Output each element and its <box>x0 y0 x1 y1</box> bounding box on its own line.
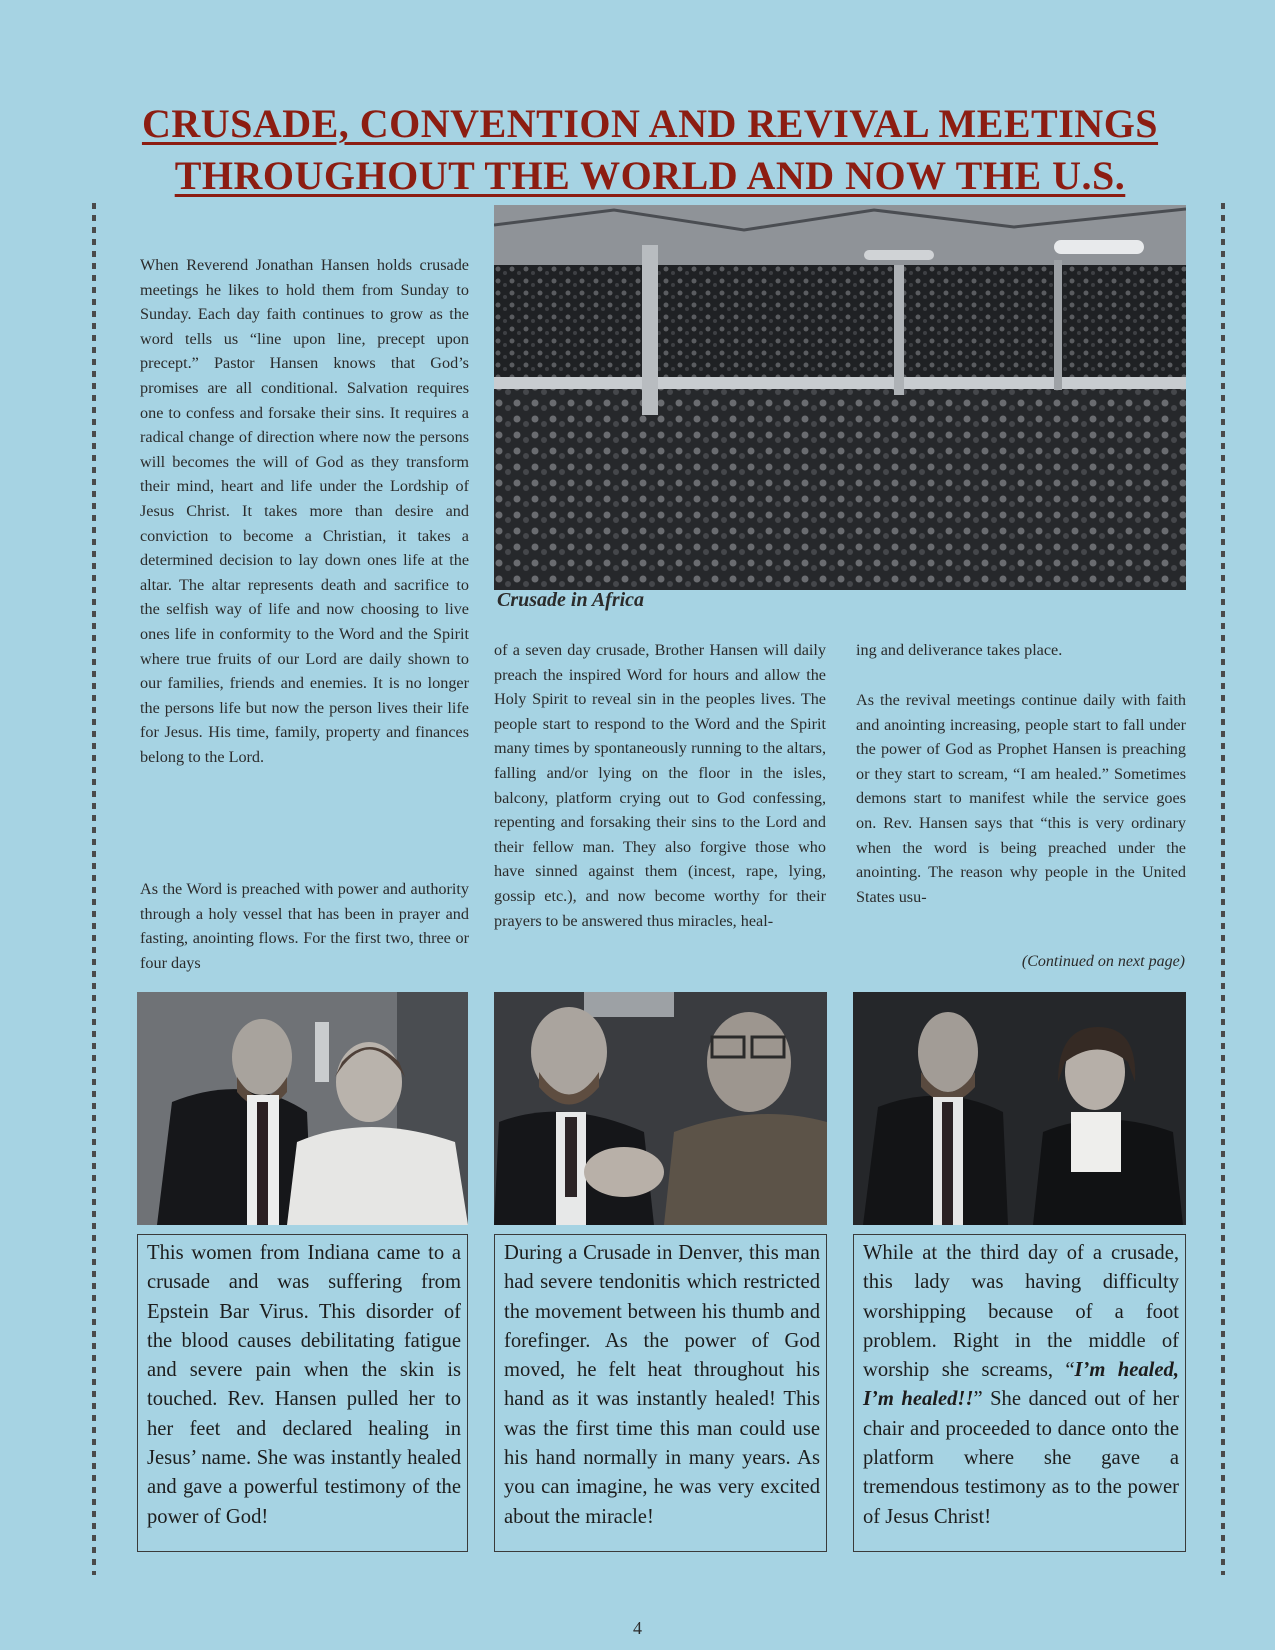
crusade-africa-photo <box>494 205 1186 590</box>
testimony-text-3-emphasis: I’m healed, I’m healed!! <box>863 1359 1179 1411</box>
page-title <box>110 98 1190 202</box>
testimony-text-2: During a Crusade in Denver, this man had severe tendonitis which restricted the movement between his thumb and forefinger. As the power of God moved, he felt heat throughout his hand as it was instantly healed! This was the first time this man could use his hand normally in many years. As you can imagine, he was very excited about the miracle! <box>504 1242 820 1528</box>
main-photo-caption: Crusade in Africa <box>497 589 645 611</box>
testimony-text-3a: While at the third day of a crusade, this lady was having difficulty worshipping because of a foot problem. Right in the middle of worship she screams, “ <box>863 1242 1179 1382</box>
continued-note: (Continued on next page) <box>1021 953 1185 970</box>
testimony-box-3 <box>853 1234 1186 1552</box>
article-col1-paragraph-2: As the Word is preached with power and authority through a holy vessel that has been in prayer and fasting, anointing flows. For the first two, three or four days <box>140 880 469 972</box>
article-col2-paragraph: of a seven day crusade, Brother Hansen will daily preach the inspired Word for hours and allow the Holy Spirit to reveal sin in the peoples lives. The people start to respond to the Word and the Spirit many times by spontaneously running to the altars, falling and/or lying on the floor in the isles, balcony, platform crying out to God confessing, repenting and forsaking their sins to the Lord and their fellow man. They also forgive those who have sinned against them (incest, rape, lying, gossip etc.), and now become worthy for their prayers to be answered thus miracles, heal- <box>494 641 826 930</box>
testimony-photo-3 <box>853 992 1186 1225</box>
title-line-2: THROUGHOUT THE WORLD AND NOW THE U.S. <box>174 153 1126 198</box>
page-number: 4 <box>633 1618 642 1638</box>
testimony-text-3 <box>863 1239 1179 1532</box>
testimony-text-1: This women from Indiana came to a crusade and was suffering from Epstein Bar Virus. This disorder of the blood causes debilitating fatigue and severe pain when the skin is touched. Rev. Hansen pulled her to her feet and declared healing in Jesus’ name. She was instantly healed and gave a powerful testimony of the power of God! <box>147 1242 461 1528</box>
article-col3-paragraph-1: ing and deliverance takes place. <box>856 641 1063 659</box>
testimony-box-1 <box>137 1234 468 1552</box>
testimony-box-2 <box>494 1234 827 1552</box>
testimony-photo-1 <box>137 992 468 1225</box>
article-col3-paragraph-2: As the revival meetings continue daily with faith and anointing increasing, people start to fall under the power of God as Prophet Hansen is preaching or they start to scream, “I am healed.” Sometimes demons start to manifest while the service goes on. Rev. Hansen says that “this is very ordinary when the word is being preached under the anointing. The reason why people in the United States usu- <box>856 691 1186 906</box>
title-line-1: CRUSADE, CONVENTION AND REVIVAL MEETINGS <box>141 101 1159 146</box>
article-col1-paragraph-1: When Reverend Jonathan Hansen holds crusade meetings he likes to hold them from Sunday to Sunday. Each day faith continues to grow as the word tells us “line upon line, precept upon precept.” Pastor Hansen knows that God’s promises are all conditional. Salvation requires one to confess and forsake their sins. It requires a radical change of direction where now the persons will becomes the will of God as they transform their mind, heart and life under the Lordship of Jesus Christ. It takes more than desire and conviction to become a Christian, it takes a determined decision to lay down ones life at the altar. The altar represents death and sacrifice to the selfish way of life and now choosing to live ones life in conformity to the Word and the Spirit where true fruits of our Lord are daily shown to our families, friends and enemies. It is no longer the persons life but now the person lives their life for Jesus. His time, family, property and finances belong to the Lord. <box>140 256 469 766</box>
left-dotted-border <box>92 203 96 1575</box>
right-dotted-border <box>1221 203 1225 1575</box>
testimony-photo-2 <box>494 992 827 1225</box>
testimony-text-3b: ” She danced out of her chair and proceeded to dance onto the platform where she gave a tremendous testimony as to the power of Jesus Christ! <box>863 1388 1179 1528</box>
